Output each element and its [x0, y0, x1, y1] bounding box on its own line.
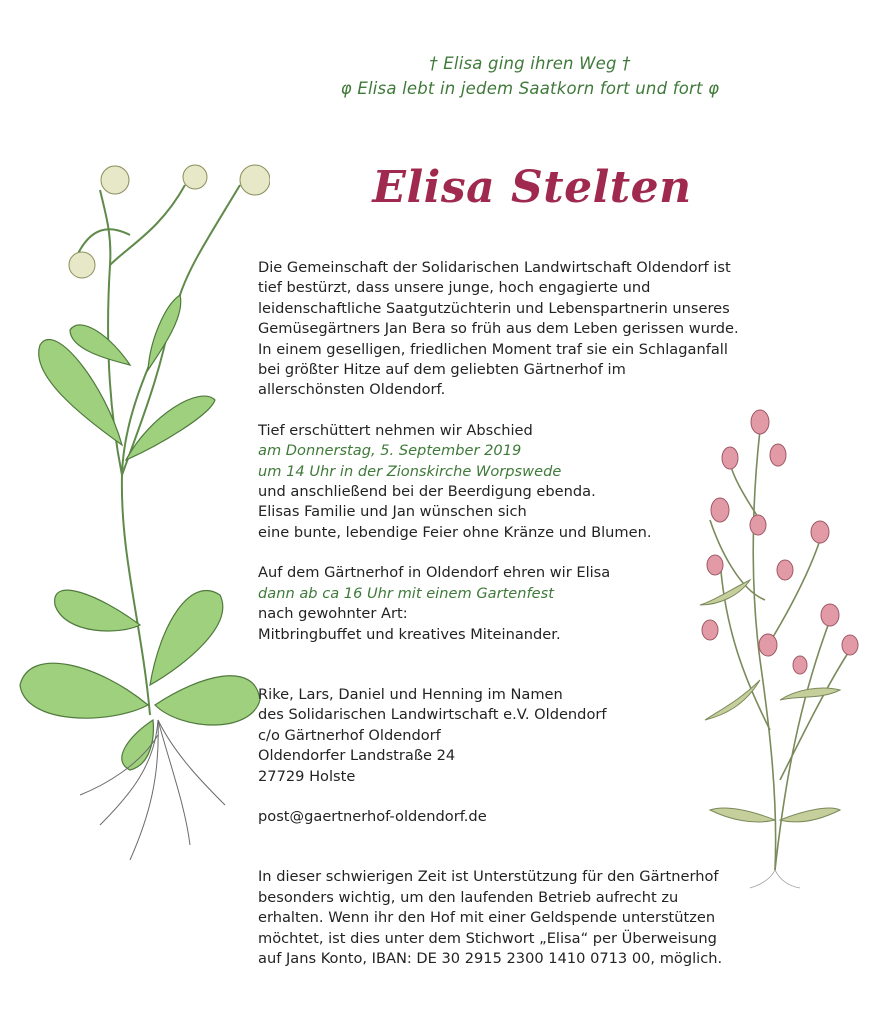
motto-line-2: φ Elisa lebt in jedem Saatkorn fort und fort φ	[340, 79, 720, 98]
intro-line: tief bestürzt, dass unsere junge, hoch engagierte und	[258, 279, 651, 297]
intro-line: allerschönsten Oldendorf.	[258, 381, 446, 399]
farewell-place: um 14 Uhr in der Zionskirche Worpswede	[258, 462, 562, 480]
email-link[interactable]: post@gaertnerhof-oldendorf.de	[258, 807, 487, 825]
lambs-lettuce-illustration	[10, 145, 270, 865]
intro-line: Gemüsegärtners Jan Bera so früh aus dem Leben gerissen wurde.	[258, 320, 739, 338]
signature-line: c/o Gärtnerhof Oldendorf	[258, 726, 441, 744]
farewell-line: eine bunte, lebendige Feier ohne Kränze und Blumen.	[258, 523, 652, 541]
support-line: erhalten. Wenn ihr den Hof mit einer Geldspende unterstützen	[258, 909, 716, 927]
gathering-line: nach gewohnter Art:	[258, 605, 408, 623]
page-title: Elisa Stelten	[372, 162, 692, 213]
intro-line: bei größter Hitze auf dem geliebten Gärtnerhof im	[258, 361, 626, 379]
signature-line: 27729 Holste	[258, 767, 356, 785]
farewell-line: und anschließend bei der Beerdigung ebenda.	[258, 483, 596, 501]
support-line: möchtet, ist dies unter dem Stichwort „Elisa“ per Überweisung	[258, 929, 717, 947]
intro-line: Die Gemeinschaft der Solidarischen Landwirtschaft Oldendorf ist	[258, 259, 731, 276]
intro-line: In einem geselligen, friedlichen Moment traf sie ein Schlaganfall	[258, 340, 728, 358]
support-line: auf Jans Konto, IBAN: DE 30 2915 2300 1410 0713 00, möglich.	[258, 949, 723, 967]
intro-line: leidenschaftliche Saatgutzüchterin und Lebenspartnerin unseres	[258, 299, 730, 317]
gathering-heading: Auf dem Gärtnerhof in Oldendorf ehren wir Elisa	[258, 564, 611, 582]
gathering-time: dann ab ca 16 Uhr mit einem Gartenfest	[258, 584, 554, 602]
obituary-text	[258, 258, 818, 969]
signature-line: des Solidarischen Landwirtschaft e.V. Oldendorf	[258, 706, 607, 724]
farewell-date: am Donnerstag, 5. September 2019	[258, 442, 522, 460]
farewell-line: Elisas Familie und Jan wünschen sich	[258, 503, 527, 521]
gathering-line: Mitbringbuffet und kreatives Miteinander.	[258, 625, 561, 643]
motto-line-1: † Elisa ging ihren Weg †	[429, 54, 631, 73]
signature-line: Oldendorfer Landstraße 24	[258, 747, 456, 765]
support-line: besonders wichtig, um den laufenden Betrieb aufrecht zu	[258, 888, 679, 906]
signature-line: Rike, Lars, Daniel und Henning im Namen	[258, 685, 563, 703]
support-line: In dieser schwierigen Zeit ist Unterstützung für den Gärtnerhof	[258, 868, 719, 886]
farewell-heading: Tief erschüttert nehmen wir Abschied	[258, 421, 533, 439]
